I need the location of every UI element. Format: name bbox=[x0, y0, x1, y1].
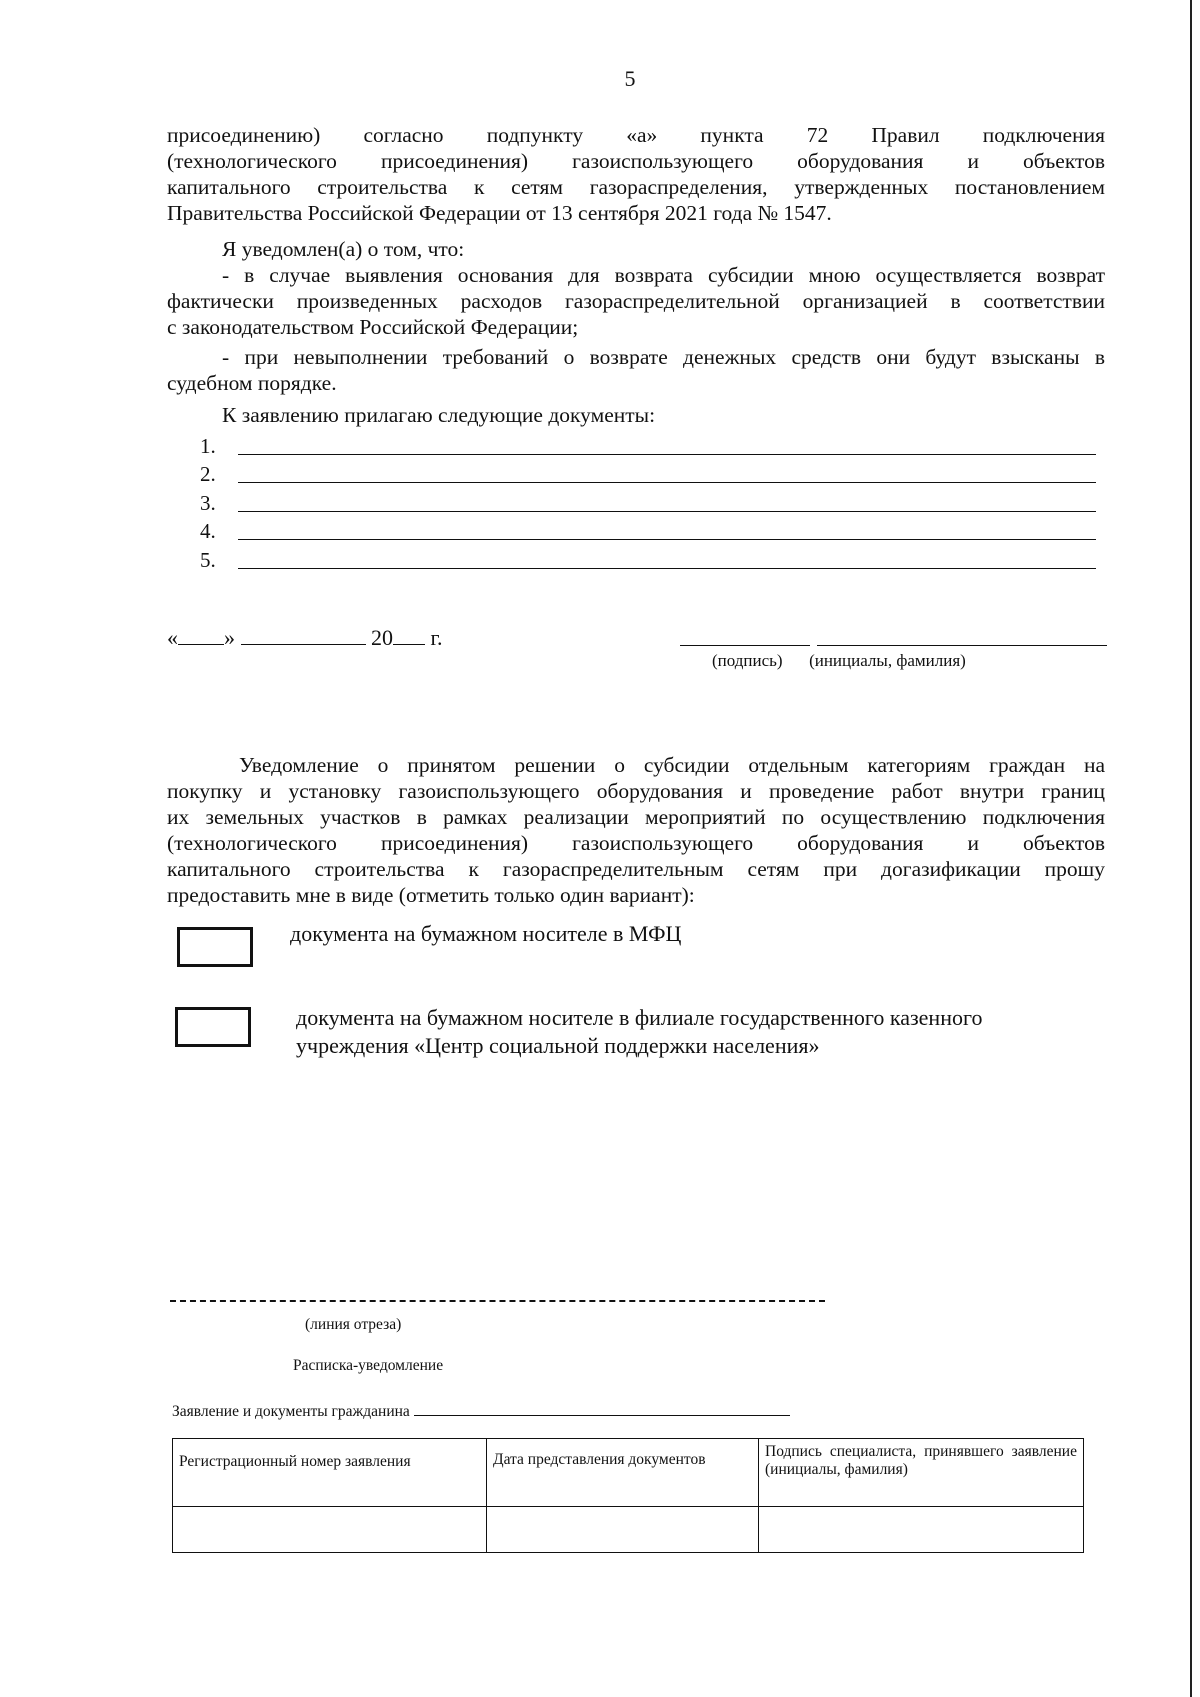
attachment-item bbox=[200, 430, 1096, 459]
registration-number-cell[interactable] bbox=[173, 1507, 487, 1553]
option-social-center-label bbox=[296, 1004, 982, 1060]
option-mfc-label: документа на бумажном носителе в МФЦ bbox=[290, 921, 682, 946]
attachments-heading: К заявлению прилагаю следующие документы: bbox=[222, 403, 656, 427]
specialist-signature-cell[interactable] bbox=[759, 1507, 1084, 1553]
quote-close: » bbox=[224, 625, 235, 650]
scan-edge-line bbox=[1190, 0, 1192, 1697]
year-suffix: г. bbox=[430, 625, 443, 650]
header-submission-date: Дата представления документов bbox=[487, 1439, 759, 1507]
day-blank[interactable] bbox=[178, 626, 224, 645]
attachment-number: 2. bbox=[200, 462, 216, 486]
signature-caption bbox=[712, 651, 966, 671]
submission-date-cell[interactable] bbox=[487, 1507, 759, 1553]
attachment-number: 4. bbox=[200, 519, 216, 543]
table-row bbox=[173, 1507, 1084, 1553]
receipt-docs-line bbox=[172, 1401, 790, 1421]
year-prefix: 20 bbox=[371, 625, 393, 650]
attachment-blank-line[interactable] bbox=[238, 550, 1096, 569]
receipt-table bbox=[172, 1438, 1084, 1553]
receipt-docs-label: Заявление и документы гражданина bbox=[172, 1403, 410, 1420]
page-number: 5 bbox=[624, 66, 636, 91]
initials-blank[interactable] bbox=[817, 645, 1107, 646]
receipt-table-wrap bbox=[172, 1438, 1083, 1553]
attachment-number: 1. bbox=[200, 433, 216, 458]
notification-line: их земельных участков в рамках реализации мероприятий по осуществлению подключения bbox=[167, 805, 1105, 829]
initials-label: (инициалы, фамилия) bbox=[809, 651, 966, 670]
attachment-item bbox=[200, 459, 1096, 488]
attachment-blank-line[interactable] bbox=[238, 521, 1096, 540]
attachment-item bbox=[200, 544, 1096, 573]
attachment-blank-line[interactable] bbox=[238, 493, 1096, 512]
bullet-one-line: фактически произведенных расходов газораспределительной организацией в соответствии bbox=[167, 289, 1105, 313]
bullet-one-line: - в случае выявления основания для возврата субсидии мною осуществляется возврат bbox=[222, 263, 1105, 287]
signature-blank[interactable] bbox=[680, 645, 810, 646]
notification-line: (технологического присоединения) газоиспользующего оборудования и объектов bbox=[167, 831, 1105, 855]
attachment-blank-line[interactable] bbox=[238, 436, 1096, 455]
header-registration-number: Регистрационный номер заявления bbox=[173, 1439, 487, 1507]
citizen-name-blank[interactable] bbox=[414, 1401, 790, 1416]
notice-intro: Я уведомлен(а) о том, что: bbox=[222, 237, 465, 261]
receipt-title: Расписка-уведомление bbox=[293, 1357, 444, 1374]
notification-paragraph bbox=[167, 752, 1105, 908]
attachments-list bbox=[200, 430, 1096, 573]
bullet-two bbox=[167, 344, 1105, 396]
bullet-two-line: - при невыполнении требований о возврате денежных средств они будут взысканы в bbox=[222, 345, 1105, 369]
intro-paragraph bbox=[167, 122, 1105, 226]
attachment-item bbox=[200, 516, 1096, 545]
bullet-one-line: с законодательством Российской Федерации; bbox=[167, 315, 579, 339]
receipt-table-header-row bbox=[173, 1439, 1084, 1507]
notification-line: Уведомление о принятом решении о субсидии отдельным категориям граждан на bbox=[239, 753, 1105, 777]
intro-line: Правительства Российской Федерации от 13 сентября 2021 года № 1547. bbox=[167, 201, 832, 225]
date-line bbox=[167, 625, 443, 651]
attachment-number: 5. bbox=[200, 547, 216, 572]
month-blank[interactable] bbox=[241, 626, 366, 645]
intro-line: (технологического присоединения) газоиспользующего оборудования и объектов bbox=[167, 149, 1105, 173]
notification-line: предоставить мне в виде (отметить только один вариант): bbox=[167, 883, 695, 907]
option-mfc-checkbox[interactable] bbox=[177, 927, 253, 967]
header-specialist-signature: Подпись специалиста, принявшего заявление (инициалы, фамилия) bbox=[759, 1439, 1084, 1507]
attachment-number: 3. bbox=[200, 490, 216, 515]
bullet-two-line: судебном порядке. bbox=[167, 371, 337, 395]
attachment-item bbox=[200, 487, 1096, 516]
signature-label: (подпись) bbox=[712, 651, 783, 670]
option-social-center-checkbox[interactable] bbox=[175, 1007, 251, 1047]
option-social-center-line: учреждения «Центр социальной поддержки населения» bbox=[296, 1033, 820, 1058]
quote-open: « bbox=[167, 625, 178, 650]
cut-line-label: (линия отреза) bbox=[305, 1316, 402, 1333]
year-blank[interactable] bbox=[393, 626, 425, 645]
notification-line: капитального строительства к газораспределительным сетям при догазификации прошу bbox=[167, 857, 1105, 881]
intro-line: капитального строительства к сетям газораспределения, утвержденных постановлением bbox=[167, 175, 1105, 199]
attachment-blank-line[interactable] bbox=[238, 464, 1096, 483]
notification-line: покупку и установку газоиспользующего оборудования и проведение работ внутри границ bbox=[167, 779, 1105, 803]
intro-line: присоединению) согласно подпункту «а» пункта 72 Правил подключения bbox=[167, 123, 1105, 147]
bullet-one bbox=[167, 262, 1105, 340]
option-social-center-line: документа на бумажном носителе в филиале государственного казенного bbox=[296, 1005, 983, 1030]
cut-line bbox=[170, 1300, 825, 1302]
